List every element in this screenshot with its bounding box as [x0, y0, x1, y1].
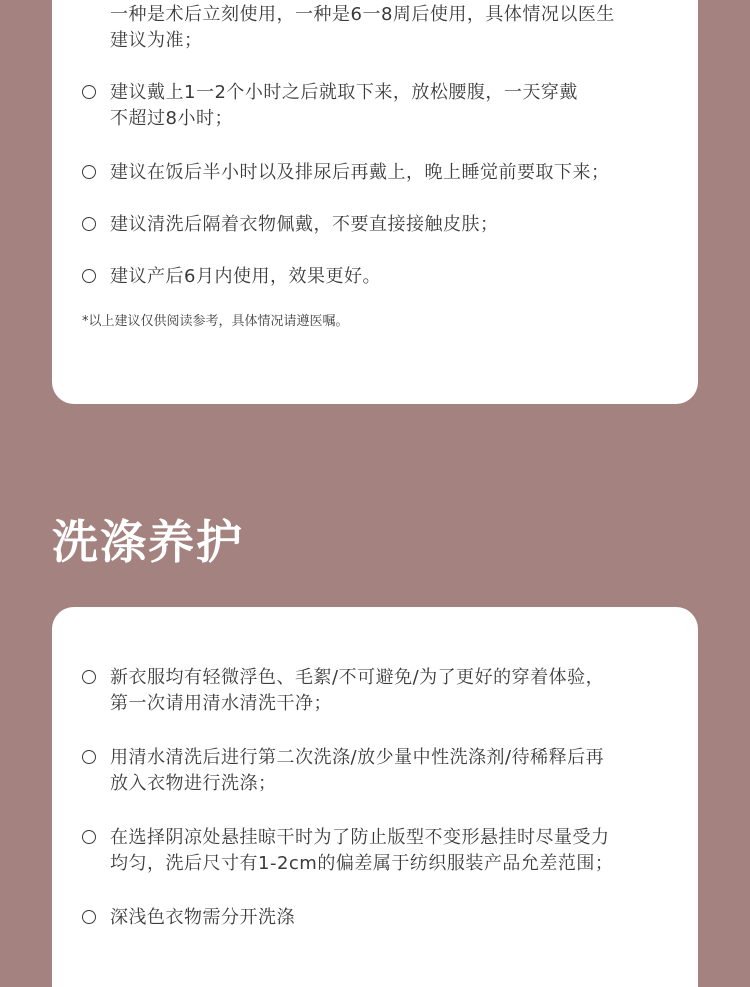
usage-card: [52, 0, 698, 404]
list-item: [82, 745, 682, 797]
list-item: [82, 825, 682, 877]
circle-bullet-icon: [82, 85, 96, 99]
list-item-text: 用清水清洗后进行第二次洗涤/放少量中性洗涤剂/待稀释后再 放入衣物进行洗涤；: [110, 747, 605, 794]
list-item: [82, 80, 682, 132]
list-item: [82, 264, 682, 290]
usage-lead-text: 一种是术后立刻使用，一种是6一8周后使用，具体情况以医生 建议为准；: [110, 4, 615, 51]
list-item-text: 建议戴上1一2个小时之后就取下来，放松腰腹，一天穿戴 不超过8小时；: [110, 82, 578, 129]
list-item-text: 建议清洗后隔着衣物佩戴，不要直接接触皮肤；: [110, 214, 499, 235]
list-item-text: 建议产后6月内使用，效果更好。: [110, 266, 381, 287]
disclaimer-note: *以上建议仅供阅读参考，具体情况请遵医嘱。: [82, 314, 349, 329]
circle-bullet-icon: [82, 830, 96, 844]
circle-bullet-icon: [82, 750, 96, 764]
list-item: [82, 905, 682, 931]
circle-bullet-icon: [82, 269, 96, 283]
list-item-text: 深浅色衣物需分开洗涤: [110, 907, 295, 928]
list-item-text: 新衣服均有轻微浮色、毛絮/不可避免/为了更好的穿着体验， 第一次请用清水清洗干净；: [110, 667, 605, 714]
usage-lead-item: [82, 2, 682, 54]
list-item-text: 建议在饭后半小时以及排尿后再戴上，晚上睡觉前要取下来；: [110, 162, 610, 183]
circle-bullet-icon: [82, 670, 96, 684]
circle-bullet-icon: [82, 217, 96, 231]
list-item: [82, 160, 682, 186]
section-title-care: 洗涤养护: [52, 515, 244, 569]
care-card: [52, 607, 698, 987]
list-item-text: 在选择阴凉处悬挂晾干时为了防止版型不变形悬挂时尽量受力 均匀，洗后尺寸有1-2cm的偏差属于纺织服装产品允差范围；: [110, 827, 614, 874]
circle-bullet-icon: [82, 910, 96, 924]
list-item: [82, 665, 682, 717]
list-item: [82, 212, 682, 238]
circle-bullet-icon: [82, 165, 96, 179]
